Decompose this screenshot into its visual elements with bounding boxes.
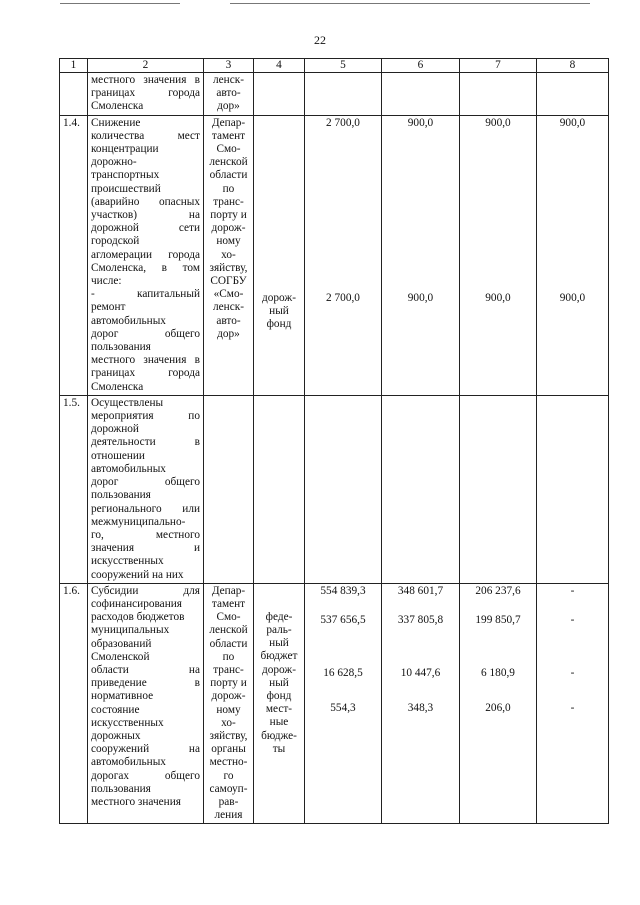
row-value xyxy=(305,73,382,116)
row-value xyxy=(537,395,609,583)
row-number: 1.5. xyxy=(60,395,88,583)
row-value xyxy=(382,395,460,583)
row-name: Субсидии для софинансирования расходов бюджетов муниципальных образований Смоленской области на приведение в нормативное состояние искусственных дорожных сооружений на автомобильных дорогах общего пользования местного значения xyxy=(88,583,204,824)
table-row xyxy=(60,73,609,116)
budget-table xyxy=(59,58,609,824)
row-number: 1.6. xyxy=(60,583,88,824)
row-value: 2 700,0 2 700,0 xyxy=(305,115,382,395)
row-name: Осуществлены мероприятия по дорожной деятельности в отношении автомобильных дорог общего пользования регионального или межмуниципально- го, местного значения и искусственных сооружений на них xyxy=(88,395,204,583)
column-header: 2 xyxy=(88,59,204,73)
column-header: 4 xyxy=(254,59,305,73)
row-value: 900,0 900,0 xyxy=(382,115,460,395)
column-header: 3 xyxy=(204,59,254,73)
row-value xyxy=(460,395,537,583)
table-header-row xyxy=(60,59,609,73)
row-value: 206 237,6 199 850,7 6 180,9 206,0 xyxy=(460,583,537,824)
table-row xyxy=(60,395,609,583)
page-number: 22 xyxy=(314,33,326,47)
row-value: 900,0 900,0 xyxy=(537,115,609,395)
row-executor: Депар- тамент Смо- ленской области по транс- порту и дорож- ному хо- зяйству, органы местно- го самоуп- рав- ления xyxy=(204,583,254,824)
row-value: 348 601,7 337 805,8 10 447,6 348,3 xyxy=(382,583,460,824)
row-value: 900,0 900,0 xyxy=(460,115,537,395)
column-header: 7 xyxy=(460,59,537,73)
row-value xyxy=(305,395,382,583)
column-header: 5 xyxy=(305,59,382,73)
row-value: - - - - xyxy=(537,583,609,824)
row-source: дорож- ный фонд xyxy=(254,115,305,395)
column-header: 1 xyxy=(60,59,88,73)
row-name: местного значения в границах города Смоленска xyxy=(88,73,204,116)
row-value xyxy=(460,73,537,116)
row-source xyxy=(254,395,305,583)
row-value: 554 839,3 537 656,5 16 628,5 554,3 xyxy=(305,583,382,824)
table-row xyxy=(60,115,609,395)
row-number: 1.4. xyxy=(60,115,88,395)
row-executor: Депар- тамент Смо- ленской области по транс- порту и дорож- ному хо- зяйству, СОГБУ «Смо- ленск- авто- дор» xyxy=(204,115,254,395)
row-executor xyxy=(204,395,254,583)
column-header: 6 xyxy=(382,59,460,73)
row-name: Снижение количества мест концентрации дорожно- транспортных происшествий (аварийно опасных участков) на дорожной сети городской агломерации города Смоленска, в том числе: - капитальный ремонт автомобильных дорог общего пользования местного значения в границах города Смоленска xyxy=(88,115,204,395)
row-number xyxy=(60,73,88,116)
row-source: феде- раль- ный бюджет дорож- ный фонд мест- ные бюдже- ты xyxy=(254,583,305,824)
row-source xyxy=(254,73,305,116)
column-header: 8 xyxy=(537,59,609,73)
top-border-line xyxy=(60,3,180,4)
top-border-line xyxy=(230,3,590,4)
row-executor: ленск- авто- дор» xyxy=(204,73,254,116)
table-row xyxy=(60,583,609,824)
row-value xyxy=(537,73,609,116)
row-value xyxy=(382,73,460,116)
